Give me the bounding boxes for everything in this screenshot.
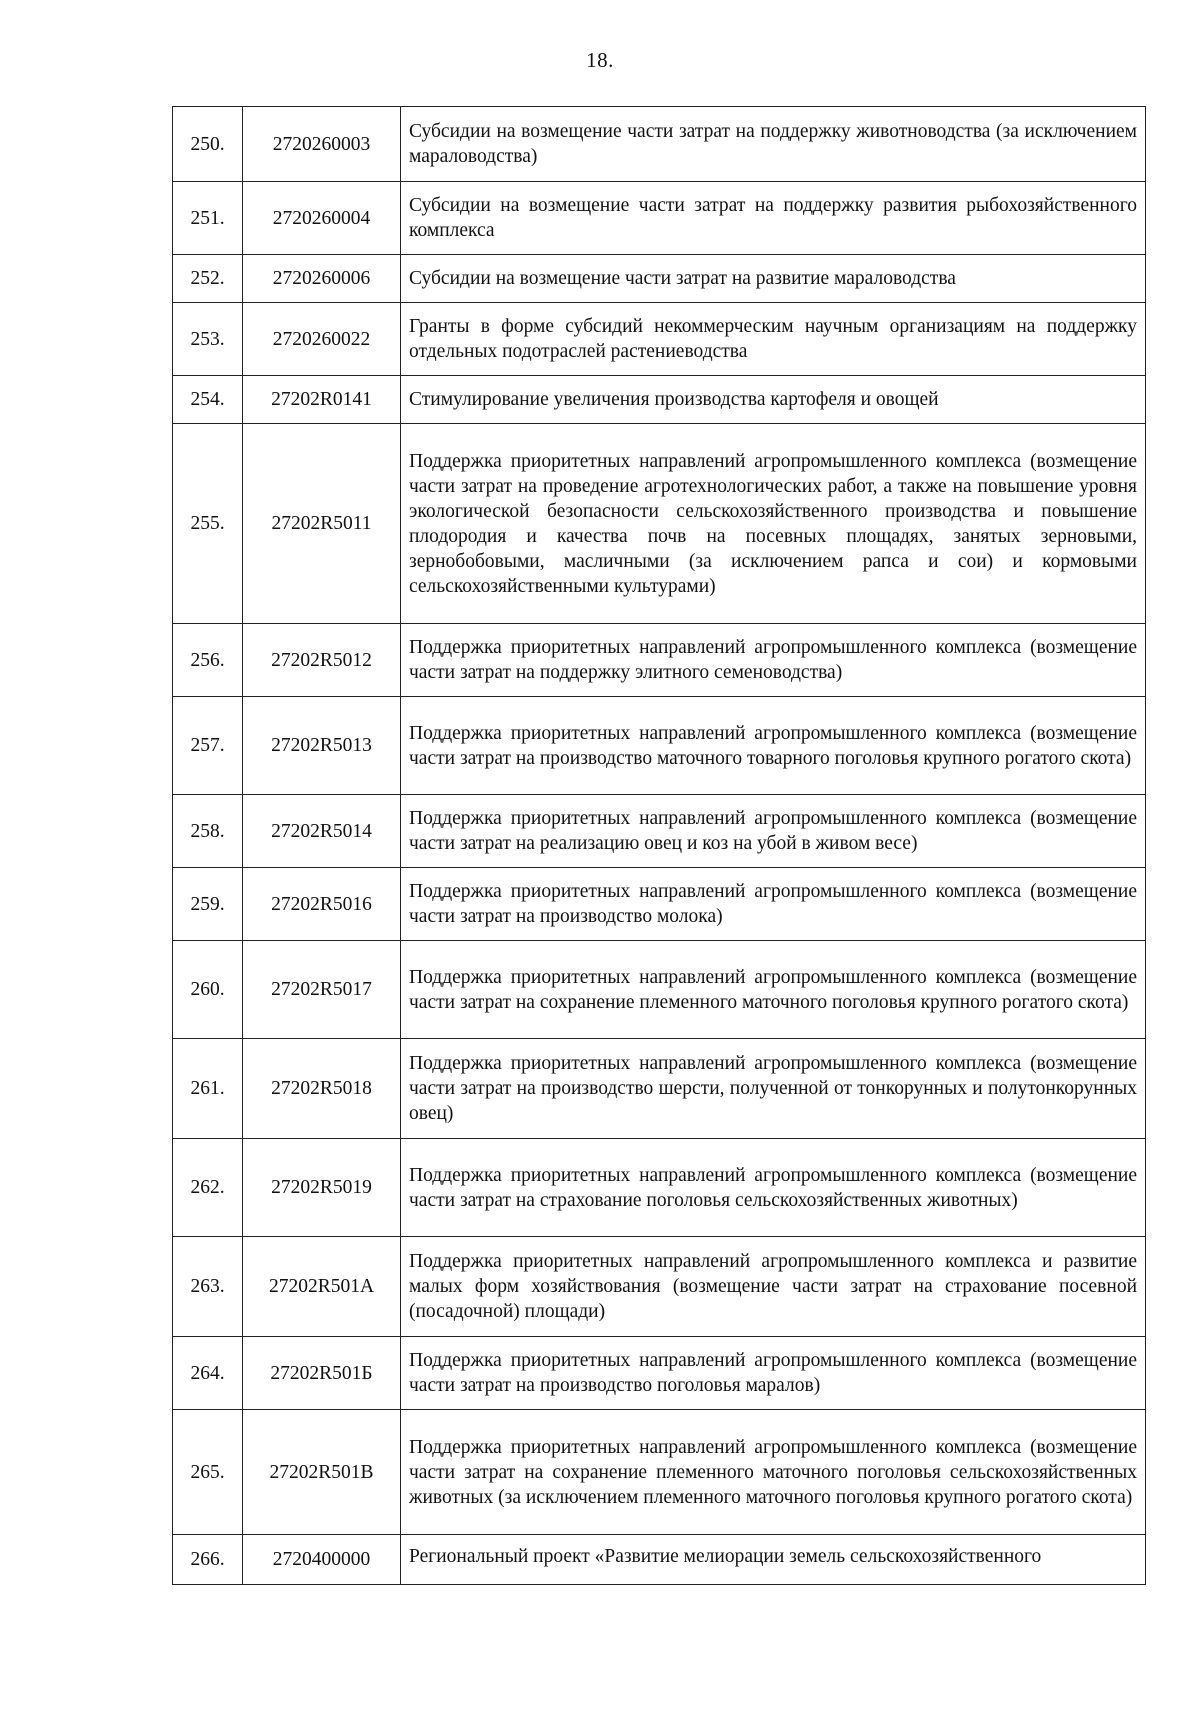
table-row <box>173 182 1146 255</box>
item-name-cell: Поддержка приоритетных направлений агропромышленного комплекса (возмещение части затрат на реализацию овец и коз на убой в живом весе) <box>401 795 1146 868</box>
budget-code-cell: 27202R5013 <box>243 697 401 795</box>
row-number-cell: 252. <box>173 255 243 303</box>
budget-classification-table <box>172 106 1146 1585</box>
row-number-cell: 264. <box>173 1337 243 1410</box>
budget-code-cell: 27202R501В <box>243 1410 401 1535</box>
table-row <box>173 1337 1146 1410</box>
item-name-cell: Поддержка приоритетных направлений агропромышленного комплекса (возмещение части затрат на производство шерсти, полученной от тонкорунных и полутонкорунных овец) <box>401 1039 1146 1139</box>
item-name-cell: Поддержка приоритетных направлений агропромышленного комплекса (возмещение части затрат на сохранение племенного маточного поголовья крупного рогатого скота) <box>401 941 1146 1039</box>
item-name-cell: Субсидии на возмещение части затрат на поддержку развития рыбохозяйственного комплекса <box>401 182 1146 255</box>
row-number-cell: 253. <box>173 303 243 376</box>
item-name-cell: Региональный проект «Развитие мелиорации земель сельскохозяйственного <box>401 1535 1146 1585</box>
budget-code-cell: 2720260022 <box>243 303 401 376</box>
row-number-cell: 257. <box>173 697 243 795</box>
table-row <box>173 697 1146 795</box>
budget-code-cell: 27202R501А <box>243 1237 401 1337</box>
row-number-cell: 262. <box>173 1139 243 1237</box>
budget-code-cell: 2720400000 <box>243 1535 401 1585</box>
row-number-cell: 259. <box>173 868 243 941</box>
row-number-cell: 258. <box>173 795 243 868</box>
row-number-cell: 266. <box>173 1535 243 1585</box>
table-row <box>173 868 1146 941</box>
item-name-cell: Гранты в форме субсидий некоммерческим научным организациям на поддержку отдельных подотраслей растениеводства <box>401 303 1146 376</box>
budget-code-cell: 2720260003 <box>243 107 401 182</box>
table-row <box>173 255 1146 303</box>
item-name-cell: Поддержка приоритетных направлений агропромышленного комплекса (возмещение части затрат на производство поголовья маралов) <box>401 1337 1146 1410</box>
budget-code-cell: 2720260006 <box>243 255 401 303</box>
table-row <box>173 624 1146 697</box>
table-row <box>173 107 1146 182</box>
budget-code-cell: 27202R5019 <box>243 1139 401 1237</box>
row-number-cell: 254. <box>173 376 243 424</box>
table-row <box>173 795 1146 868</box>
item-name-cell: Поддержка приоритетных направлений агропромышленного комплекса (возмещение части затрат на сохранение племенного маточного поголовья сельскохозяйственных животных (за исключением племенного маточного поголовья крупного рогатого скота) <box>401 1410 1146 1535</box>
budget-code-cell: 27202R5011 <box>243 424 401 624</box>
table-row <box>173 1410 1146 1535</box>
row-number-cell: 263. <box>173 1237 243 1337</box>
page-number: 18. <box>586 48 614 72</box>
table-row <box>173 424 1146 624</box>
table-body <box>173 107 1146 1585</box>
budget-code-cell: 27202R5014 <box>243 795 401 868</box>
table-row <box>173 1139 1146 1237</box>
item-name-cell: Поддержка приоритетных направлений агропромышленного комплекса (возмещение части затрат на страхование поголовья сельскохозяйственных животных) <box>401 1139 1146 1237</box>
table-row <box>173 1535 1146 1585</box>
row-number-cell: 251. <box>173 182 243 255</box>
table-row <box>173 941 1146 1039</box>
item-name-cell: Поддержка приоритетных направлений агропромышленного комплекса (возмещение части затрат на проведение агротехнологических работ, а также на повышение уровня экологической безопасности сельскохозяйственного производства и повышение плодородия и качества почв на посевных площадях, занятых зерновыми, зернобобовыми, масличными (за исключением рапса и сои) и кормовыми сельскохозяйственными культурами) <box>401 424 1146 624</box>
budget-code-cell: 27202R5016 <box>243 868 401 941</box>
item-name-cell: Стимулирование увеличения производства картофеля и овощей <box>401 376 1146 424</box>
item-name-cell: Поддержка приоритетных направлений агропромышленного комплекса (возмещение части затрат на производство маточного товарного поголовья крупного рогатого скота) <box>401 697 1146 795</box>
row-number-cell: 265. <box>173 1410 243 1535</box>
table-row <box>173 1237 1146 1337</box>
item-name-cell: Поддержка приоритетных направлений агропромышленного комплекса (возмещение части затрат на поддержку элитного семеноводства) <box>401 624 1146 697</box>
budget-code-cell: 27202R501Б <box>243 1337 401 1410</box>
table-row <box>173 1039 1146 1139</box>
row-number-cell: 250. <box>173 107 243 182</box>
table-row <box>173 303 1146 376</box>
item-name-cell: Субсидии на возмещение части затрат на поддержку животноводства (за исключением мараловодства) <box>401 107 1146 182</box>
item-name-cell: Поддержка приоритетных направлений агропромышленного комплекса (возмещение части затрат на производство молока) <box>401 868 1146 941</box>
table-row <box>173 376 1146 424</box>
budget-code-cell: 27202R0141 <box>243 376 401 424</box>
budget-code-cell: 27202R5012 <box>243 624 401 697</box>
budget-code-cell: 27202R5017 <box>243 941 401 1039</box>
budget-code-cell: 27202R5018 <box>243 1039 401 1139</box>
row-number-cell: 261. <box>173 1039 243 1139</box>
budget-code-cell: 2720260004 <box>243 182 401 255</box>
row-number-cell: 255. <box>173 424 243 624</box>
row-number-cell: 260. <box>173 941 243 1039</box>
item-name-cell: Субсидии на возмещение части затрат на развитие мараловодства <box>401 255 1146 303</box>
row-number-cell: 256. <box>173 624 243 697</box>
item-name-cell: Поддержка приоритетных направлений агропромышленного комплекса и развитие малых форм хозяйствования (возмещение части затрат на страхование посевной (посадочной) площади) <box>401 1237 1146 1337</box>
